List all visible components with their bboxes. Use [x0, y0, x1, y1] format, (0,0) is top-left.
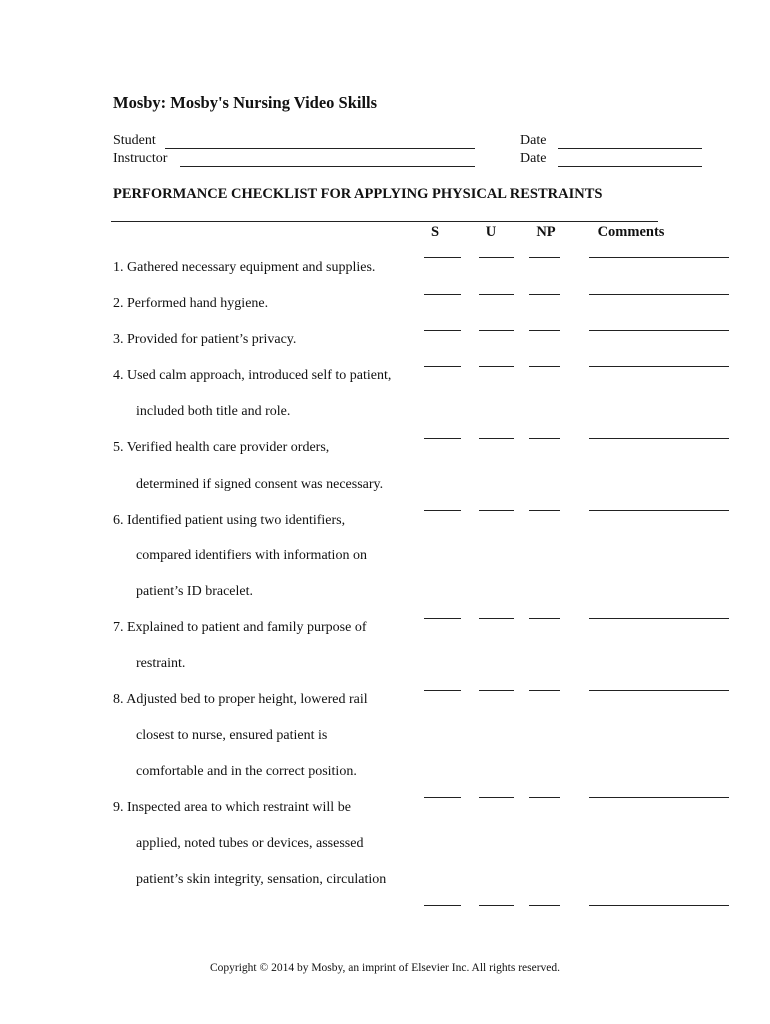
item-text: 2. Performed hand hygiene.: [113, 296, 269, 311]
date-field[interactable]: [558, 166, 702, 167]
column-header-comments: Comments: [597, 224, 665, 240]
comments-blank[interactable]: [589, 294, 729, 295]
s-blank[interactable]: [424, 690, 461, 691]
np-blank[interactable]: [529, 797, 560, 798]
s-blank[interactable]: [424, 294, 461, 295]
s-blank[interactable]: [424, 510, 461, 511]
s-blank[interactable]: [424, 330, 461, 331]
item-text: 4. Used calm approach, introduced self to patient,: [113, 368, 392, 383]
item-text: patient’s skin integrity, sensation, circulation: [136, 872, 387, 887]
item-text: patient’s ID bracelet.: [136, 584, 254, 599]
np-blank[interactable]: [529, 510, 560, 511]
np-blank[interactable]: [529, 257, 560, 258]
np-blank[interactable]: [529, 690, 560, 691]
s-blank[interactable]: [424, 797, 461, 798]
item-text: included both title and role.: [136, 404, 291, 419]
item-text: determined if signed consent was necessary.: [136, 477, 384, 492]
comments-blank[interactable]: [589, 257, 729, 258]
u-blank[interactable]: [479, 797, 514, 798]
item-text: 9. Inspected area to which restraint will be: [113, 800, 351, 815]
comments-blank[interactable]: [589, 366, 729, 367]
item-text: applied, noted tubes or devices, assessed: [136, 836, 364, 851]
checklist-heading: PERFORMANCE CHECKLIST FOR APPLYING PHYSICAL RESTRAINTS: [113, 186, 603, 202]
instructor-label: Instructor: [113, 151, 168, 166]
u-blank[interactable]: [479, 510, 514, 511]
date-label: Date: [520, 133, 547, 148]
date-field[interactable]: [558, 148, 702, 149]
item-text: compared identifiers with information on: [136, 548, 367, 563]
np-blank[interactable]: [529, 366, 560, 367]
np-blank[interactable]: [529, 438, 560, 439]
u-blank[interactable]: [479, 618, 514, 619]
item-text: 5. Verified health care provider orders,: [113, 440, 330, 455]
column-header-np: NP: [536, 224, 556, 240]
item-text: 6. Identified patient using two identifiers,: [113, 513, 346, 528]
np-blank[interactable]: [529, 905, 560, 906]
u-blank[interactable]: [479, 690, 514, 691]
comments-blank[interactable]: [589, 618, 729, 619]
document-title: Mosby: Mosby's Nursing Video Skills: [113, 93, 378, 112]
u-blank[interactable]: [479, 366, 514, 367]
student-field[interactable]: [165, 148, 475, 149]
np-blank[interactable]: [529, 330, 560, 331]
comments-blank[interactable]: [589, 905, 729, 906]
u-blank[interactable]: [479, 294, 514, 295]
item-text: closest to nurse, ensured patient is: [136, 728, 328, 743]
comments-blank[interactable]: [589, 797, 729, 798]
s-blank[interactable]: [424, 618, 461, 619]
column-header-u: U: [485, 224, 497, 240]
date-label: Date: [520, 151, 547, 166]
u-blank[interactable]: [479, 257, 514, 258]
np-blank[interactable]: [529, 618, 560, 619]
item-text: 7. Explained to patient and family purpose of: [113, 620, 367, 635]
divider: [111, 221, 658, 222]
np-blank[interactable]: [529, 294, 560, 295]
s-blank[interactable]: [424, 257, 461, 258]
item-text: 8. Adjusted bed to proper height, lowered rail: [113, 692, 368, 707]
s-blank[interactable]: [424, 905, 461, 906]
comments-blank[interactable]: [589, 330, 729, 331]
s-blank[interactable]: [424, 438, 461, 439]
item-text: 3. Provided for patient’s privacy.: [113, 332, 297, 347]
u-blank[interactable]: [479, 330, 514, 331]
item-text: restraint.: [136, 656, 186, 671]
s-blank[interactable]: [424, 366, 461, 367]
copyright-footer: Copyright © 2014 by Mosby, an imprint of Elsevier Inc. All rights reserved.: [209, 962, 561, 974]
comments-blank[interactable]: [589, 510, 729, 511]
student-label: Student: [113, 133, 156, 148]
u-blank[interactable]: [479, 438, 514, 439]
item-text: 1. Gathered necessary equipment and supplies.: [113, 260, 376, 275]
item-text: comfortable and in the correct position.: [136, 764, 357, 779]
instructor-field[interactable]: [180, 166, 475, 167]
comments-blank[interactable]: [589, 438, 729, 439]
column-header-s: S: [430, 224, 440, 240]
comments-blank[interactable]: [589, 690, 729, 691]
u-blank[interactable]: [479, 905, 514, 906]
